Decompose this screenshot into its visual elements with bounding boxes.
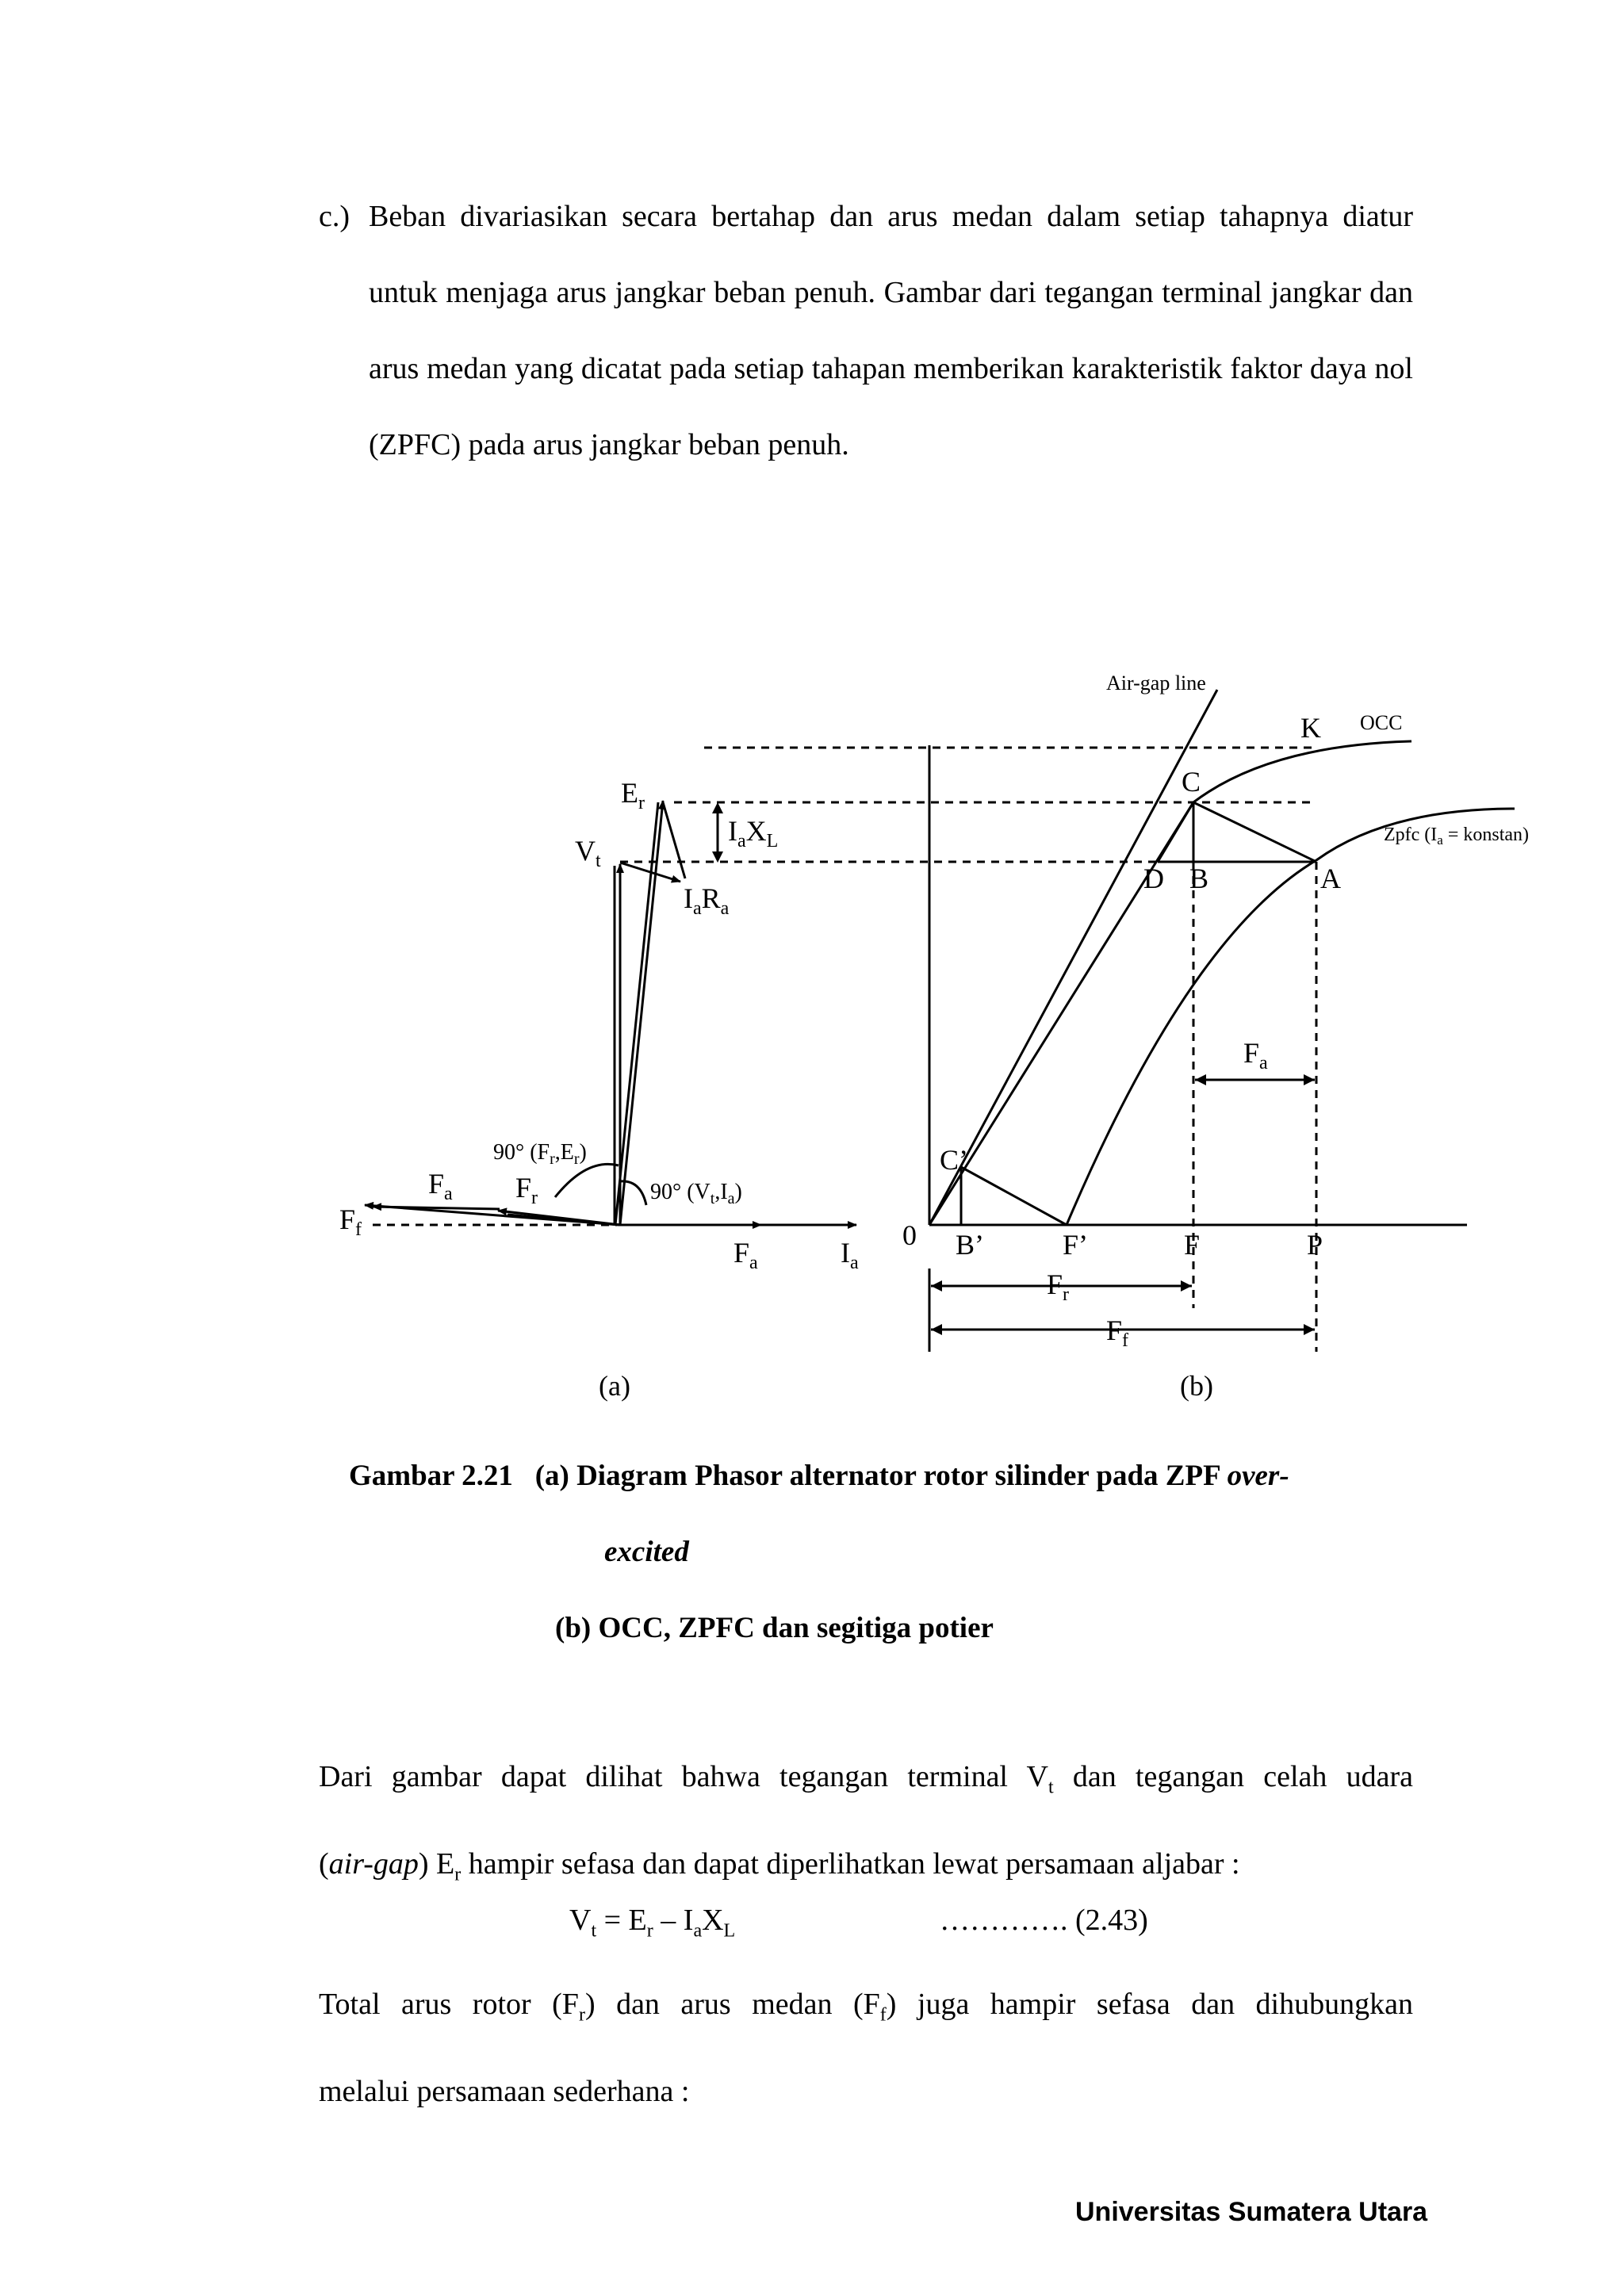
caption-line-3: (b) OCC, ZPFC dan segitiga potier [555,1612,994,1644]
paragraph-3-line-2: melalui persamaan sederhana : [319,2074,690,2108]
caption-italic-1: over- [1227,1460,1289,1492]
subfigure-a-label: (a) [599,1370,630,1402]
equation-number: …………. (2.43) [940,1904,1148,1937]
angle-arc-fr-er [555,1164,619,1197]
subfigure-b-label: (b) [1180,1370,1213,1402]
c-label: C [1182,766,1201,798]
fa-arrow-top [373,1207,500,1209]
er-label: $E_r$ [621,777,645,813]
paragraph-3 [319,1966,1413,2130]
a-label: A [1320,863,1341,894]
vt-label: $V_t$ [575,835,601,871]
item-c-paragraph [319,178,1413,483]
angle-vt-ia-label: 90° $(V_t,I_a)$ [650,1180,742,1207]
caption-prefix: Gambar 2.21 [349,1460,513,1492]
lower-triangle-cf [961,1167,1067,1225]
iaxl-drop [663,802,685,878]
iara-label: $I_aR_a$ [684,882,730,919]
potier-ca [1193,802,1316,862]
potier-cd [1158,802,1193,862]
caption-line-1 [349,1460,1289,1492]
paragraph-2-line-1: Dari gambar dapat dilihat bahwa tegangan terminal $V_t$ dan tegangan celah udara [319,1760,1413,1798]
air-gap-label: Air-gap line [1106,672,1206,695]
caption-text-1: (a) Diagram Phasor alternator rotor silinder pada ZPF [534,1460,1228,1492]
iaxl-label: $I_aX_L$ [728,815,779,851]
footer-university: Universitas Sumatera Utara [1075,2197,1428,2227]
fr-phasor-inner [508,1215,620,1225]
angle-fr-er-label: 90° $(F_r,E_r)$ [493,1140,587,1168]
b-label: B [1189,863,1209,894]
origin-label: 0 [902,1219,917,1251]
paragraph-3-line-1: Total arus rotor $(F_r)$ dan arus medan $(F_f)$ juga hampir sefasa dan dihubungkan [319,1988,1413,2026]
air-gap-line [929,690,1217,1225]
occ-curve [929,741,1411,1225]
list-marker: c.) [319,200,350,233]
figure-2-21 [317,658,1530,1419]
ia-label: $I_a$ [841,1237,859,1273]
equation-2-43: $V_t = E_r - I_aX_L$ [569,1904,736,1942]
caption-italic-2: excited [604,1536,689,1568]
paragraph-2-line-2: (air-gap) $E_r$ hampir sefasa dan dapat diperlihatkan lewat persamaan aljabar : [319,1846,1240,1885]
item-c-text: Beban divariasikan secara bertahap dan arus medan dalam setiap tahapnya diatur untuk menjaga arus jangkar beban penuh. Gambar dari tegangan terminal jangkar dan arus medan yang dicatat pada setiap tahapan memberikan karakteristik faktor daya nol (ZPFC) pada arus jangkar beban penuh. [369,200,1413,461]
fprime-label: F’ [1063,1229,1089,1261]
fr-label-b: $F_r$ [1047,1269,1070,1305]
p-label: P [1307,1229,1323,1261]
f-label: F [1184,1229,1201,1261]
d-label: D [1143,863,1164,894]
fa-bottom-label: $F_a$ [733,1237,758,1273]
paragraph-2 [319,1739,1413,1912]
ff-label-a: $F_f$ [339,1203,362,1240]
k-label: K [1300,712,1321,744]
zpfc-curve [1067,809,1515,1225]
ff-label-b: $F_f$ [1106,1314,1129,1351]
potier-diagram-b [704,690,1515,1352]
occ-label: OCC [1360,711,1403,734]
fa-top-label: $F_a$ [428,1168,453,1204]
zpfc-label: Zpfc ($I_a$ = konstan) [1384,825,1530,848]
fr-label-a: $F_r$ [515,1172,538,1208]
cprime-label: C’ [940,1144,968,1176]
bprime-label: B’ [956,1229,984,1261]
er-phasor-inner [615,802,658,1225]
caption-line-2 [604,1536,689,1568]
fa-label-b: $F_a$ [1243,1037,1268,1073]
